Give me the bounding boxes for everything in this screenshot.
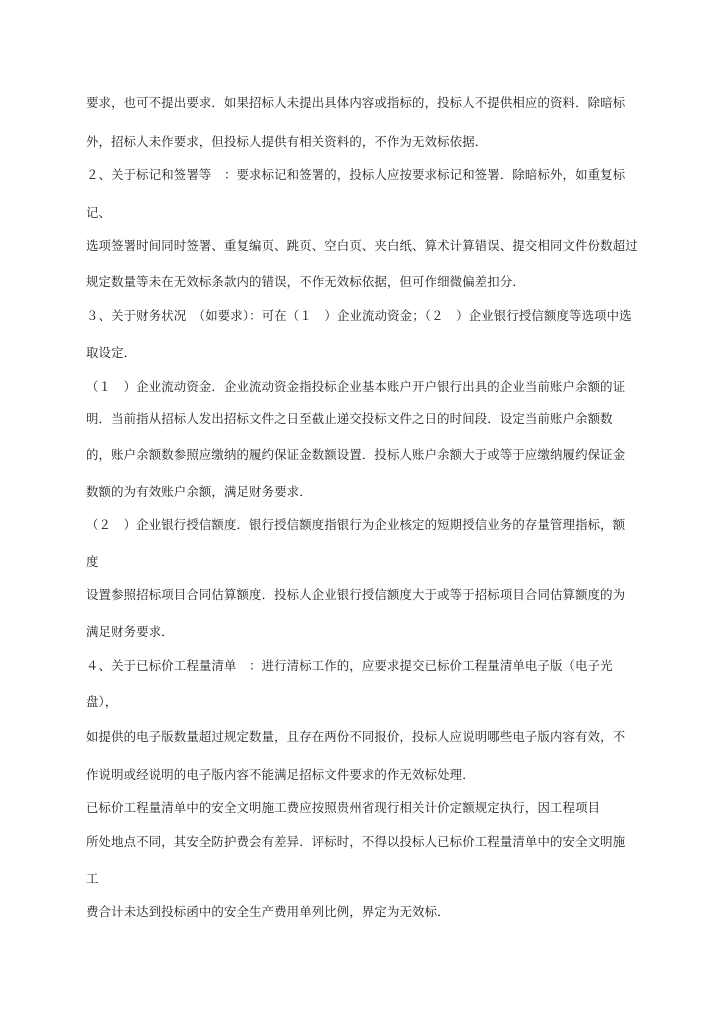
text-line: 设置参照招标项目合同估算额度．投标人企业银行授信额度大于或等于招标项目合同估算额度的为	[86, 587, 626, 602]
text-line: ４、关于已标价工程量清单 ：进行清标工作的，应要求提交已标价工程量清单电子版（电子光	[86, 658, 613, 673]
text-line: （１ ）企业流动资金．企业流动资金指投标企业基本账户开户银行出具的企业当前账户余额的证	[86, 379, 626, 394]
text-line: 盘），	[86, 694, 118, 709]
text-line: 已标价工程量清单中的安全文明施工费应按照贵州省现行相关计价定额规定执行，因工程项目	[86, 800, 601, 815]
text-line: 度	[86, 554, 99, 569]
text-line: 的，账户余额数参照应缴纳的履约保证金数额设置．投标人账户余额大于或等于应缴纳履约保证金	[86, 447, 626, 462]
text-line: 明．当前指从招标人发出招标文件之日至截止递交投标文件之日的时间段．设定当前账户余额数	[86, 411, 613, 426]
text-line: 如提供的电子版数量超过规定数量，且存在两份不同报价，投标人应说明哪些电子版内容有效，不	[86, 729, 626, 744]
text-line: （２ ）企业银行授信额度．银行授信额度指银行为企业核定的短期授信业务的存量管理指标，额	[86, 517, 626, 532]
text-line: ３、关于财务状况 （如要求）：可在（１ ）企业流动资金；（２ ）企业银行授信额度等选项中选	[86, 308, 632, 323]
text-line: 作说明或经说明的电子版内容不能满足招标文件要求的作无效标处理．	[86, 767, 475, 782]
text-line: 费合计未达到投标函中的安全生产费用单列比例，界定为无效标．	[86, 904, 450, 919]
text-line: 所处地点不同，其安全防护费会有差异．评标时，不得以投标人已标价工程量清单中的安全文明施	[86, 834, 626, 849]
text-line: ２、关于标记和签署等 ：要求标记和签署的，投标人应按要求标记和签署．除暗标外，如重复标	[86, 167, 626, 182]
text-line: 要求，也可不提出要求．如果招标人未提出具体内容或指标的，投标人不提供相应的资料．除暗标	[86, 95, 626, 110]
text-line: 选项签署时间同时签署、重复编页、跳页、空白页、夹白纸、算术计算错误、提交相同文件份数超过	[86, 238, 638, 253]
text-line: 外，招标人未作要求，但投标人提供有相关资料的，不作为无效标依据．	[86, 134, 488, 149]
text-line: 规定数量等未在无效标条款内的错误，不作无效标依据，但可作细微偏差扣分．	[86, 274, 525, 289]
text-line: 满足财务要求．	[86, 624, 174, 639]
text-line: 记、	[86, 205, 112, 220]
text-line: 数额的为有效账户余额，满足财务要求．	[86, 484, 312, 499]
text-line: 取设定．	[86, 345, 137, 360]
text-line: 工	[86, 871, 99, 886]
